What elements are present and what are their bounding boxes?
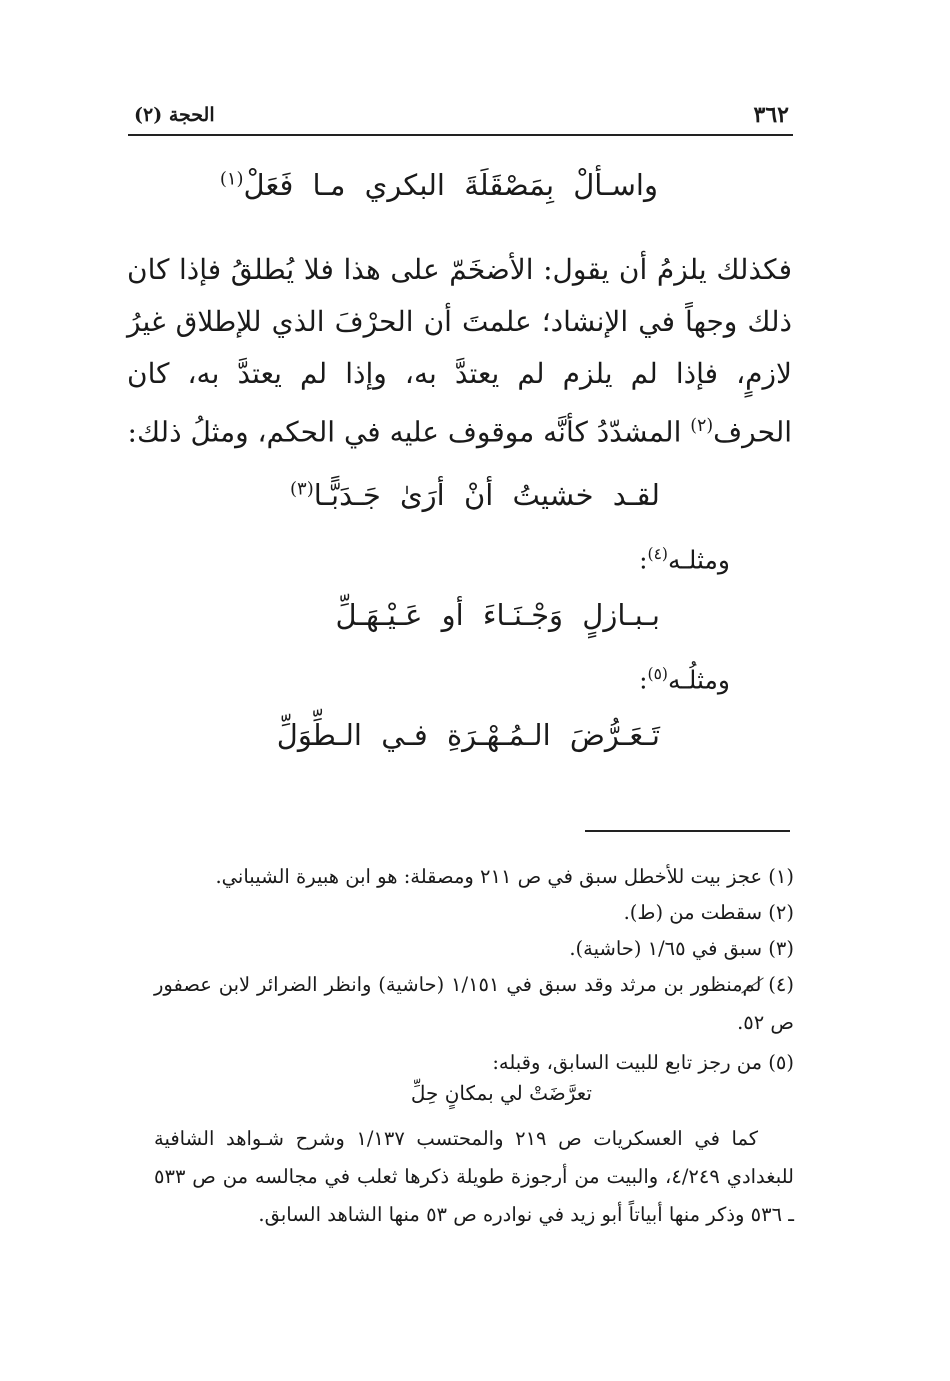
footnote-5: (٥) من رجز تابع للبيت السابق، وقبله:: [492, 1051, 794, 1074]
prose-paragraph: [127, 244, 792, 458]
footnote-marker: (٤): [647, 545, 668, 563]
footnote-4: [154, 966, 794, 1042]
footnote-3: (٣) سبق في ١/٦٥ (حاشية).: [569, 937, 794, 960]
footnote-2: (٢) سقطت من (ط).: [623, 901, 794, 924]
footnote-5-continuation: كما في العسكريات ص ٢١٩ والمحتسب ١/١٣٧ وشرح شـواهد الشافية للبغدادي ٤/٢٤٩، والبيت من أرجوزة طويلة ذكرها ثعلب في مجالسه من ص ٥٣٣ ـ ٥٣٦ وذكر منها أبياتاً أبو زيد في نوادره ص ٥٣ منها الشاهد السابق.: [154, 1127, 794, 1226]
intro-line-1: [639, 545, 730, 574]
footnote-1: (١) عجز بيت للأخطل سبق في ص ٢١١ ومصقلة: هو ابن هبيرة الشيباني.: [215, 865, 794, 888]
footnote-marker: (٥): [647, 665, 668, 683]
intro-text: ومثلـه: [667, 545, 730, 575]
prose-text-part1: فكذلك يلزمُ أن يقول: الأضخَمّ على هذا فلا يُطلقُ فإذا كان ذلك وجهاً في الإنشاد؛ علمتَ أن الحرْفَ الذي للإطلاق غيرُ لازمٍ، فإذا لم يلزم لم يعتدَّ به، وإذا لم يعتدَّ به، كان الحرف: [127, 253, 793, 449]
prose-text-part2: المشدّدُ كأنَّه موقوف عليه في الحكم، ومثلُ ذلك:: [127, 415, 691, 449]
running-title: الحجة (٢): [134, 104, 215, 126]
verse-line-2: [290, 478, 660, 512]
footnote-marker: (٢): [690, 416, 714, 436]
footnote-marker: (١): [219, 168, 244, 190]
page-header: [128, 100, 793, 136]
footnote-separator: [585, 830, 790, 832]
intro-colon: :: [639, 545, 648, 575]
intro-line-2: [639, 665, 730, 694]
verse-line-1: [220, 168, 658, 202]
page-number: ٣٦٢: [753, 102, 789, 128]
intro-text: ومثلُـه: [667, 665, 730, 695]
footnote-5-verse: تعرَّضَتْ لي بمكانٍ حِلِّ: [410, 1081, 592, 1105]
verse-text: واسـألْ بِمَصْقَلَةَ البكري مـا فَعَلْ: [243, 168, 658, 202]
intro-colon: :: [639, 665, 648, 695]
verse-text: لقـد خشيتُ أنْ أرَىٰ جَـدَبًّـا: [313, 478, 660, 512]
verse-line-4: تَـعَـرُّضَ الـمُـهْـرَةِ فـي الـطِّوَلِّ: [276, 718, 660, 752]
footnote-number: (٤): [761, 973, 794, 996]
footnote-text: منظور بن مرثد وقد سبق في ١/١٥١ (حاشية) وانظر الضرائر لابن عصفور ص ٥٢.: [154, 973, 794, 1034]
struck-word: لم: [743, 966, 762, 1004]
verse-line-3: بـبـازلٍ وَجْـنَـاءَ أو عَـيْـهَـلِّ: [335, 598, 660, 632]
footnote-marker: (٣): [290, 478, 314, 500]
